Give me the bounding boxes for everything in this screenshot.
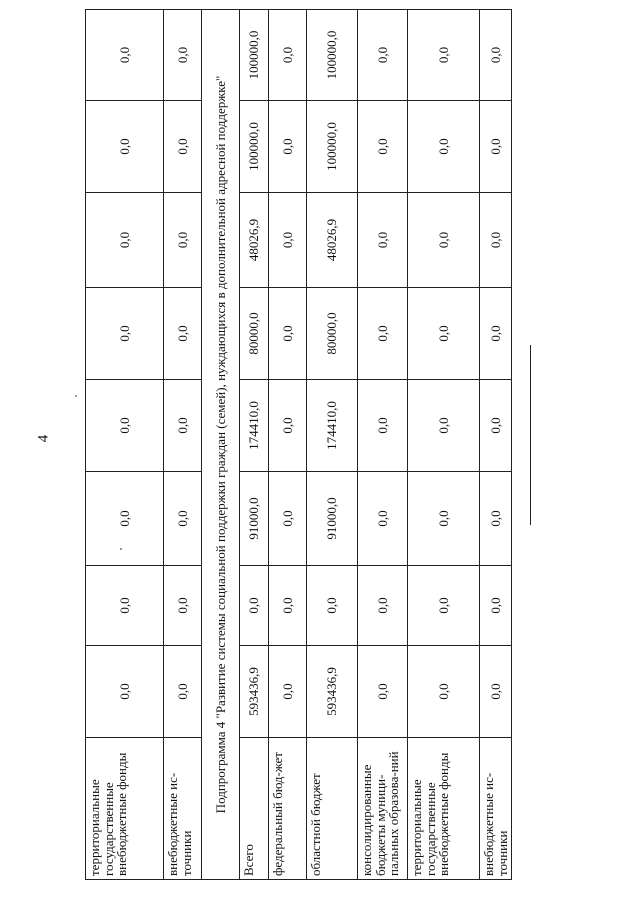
table-cell: 0,0 [408, 288, 480, 380]
table-cell: 0,0 [358, 101, 408, 193]
table-row [86, 10, 164, 880]
table-cell: 0,0 [269, 10, 307, 101]
table-cell: 0,0 [480, 472, 512, 566]
table-cell: 0,0 [164, 646, 202, 738]
table-cell: 0,0 [269, 193, 307, 288]
table-cell: 0,0 [480, 10, 512, 101]
table-cell: 48026,9 [307, 193, 358, 288]
row-label: консолидированные бюджеты муници-пальных образова-ний [358, 738, 408, 880]
row-label: Всего [240, 738, 269, 880]
table-cell: 0,0 [269, 472, 307, 566]
table-cell: 0,0 [86, 566, 164, 646]
table-cell: 0,0 [358, 646, 408, 738]
table-cell: 0,0 [358, 193, 408, 288]
table-cell: 80000,0 [240, 288, 269, 380]
table-cell: 100000,0 [240, 101, 269, 193]
row-label: федеральный бюд-жет [269, 738, 307, 880]
scan-speck [75, 395, 77, 397]
table-row [307, 10, 358, 880]
table-cell: 0,0 [480, 646, 512, 738]
row-label: внебюджетные ис-точники [164, 738, 202, 880]
page-number: 4 [35, 434, 52, 443]
table-cell: 48026,9 [240, 193, 269, 288]
table-cell: 0,0 [86, 288, 164, 380]
margin-rule [530, 345, 531, 525]
table-cell: 0,0 [408, 646, 480, 738]
table-cell: 91000,0 [307, 472, 358, 566]
table-cell: 0,0 [358, 288, 408, 380]
funding-table [85, 9, 512, 880]
table-cell: 0,0 [307, 566, 358, 646]
table-cell: 0,0 [86, 380, 164, 472]
table-cell: 0,0 [164, 472, 202, 566]
table-cell: 0,0 [164, 380, 202, 472]
table-cell: 0,0 [269, 288, 307, 380]
table-cell: 0,0 [86, 472, 164, 566]
table-cell: 0,0 [86, 10, 164, 101]
table-cell: 0,0 [408, 101, 480, 193]
row-label: территориальные государственные внебюджетные фонды [86, 738, 164, 880]
table-row [480, 10, 512, 880]
table-cell: 593436,9 [307, 646, 358, 738]
table-cell: 174410,0 [307, 380, 358, 472]
table-row [269, 10, 307, 880]
table-cell: 0,0 [269, 101, 307, 193]
subprogram-title: Подпрограмма 4 "Развитие системы социальной поддержки граждан (семей), нуждающихся в дополнительной адресной поддержке" [202, 10, 240, 880]
table-cell: 0,0 [240, 566, 269, 646]
table-cell: 0,0 [86, 193, 164, 288]
table-cell: 0,0 [164, 193, 202, 288]
table-cell: 0,0 [480, 380, 512, 472]
table-row [164, 10, 202, 880]
table-cell: 91000,0 [240, 472, 269, 566]
table-row [240, 10, 269, 880]
table-cell: 0,0 [480, 193, 512, 288]
table-cell: 0,0 [408, 193, 480, 288]
table-cell: 0,0 [269, 566, 307, 646]
row-label: внебюджетные ис-точники [480, 738, 512, 880]
table-cell: 0,0 [269, 646, 307, 738]
table-cell: 0,0 [408, 566, 480, 646]
table-cell: 0,0 [86, 101, 164, 193]
table-cell: 0,0 [358, 380, 408, 472]
table-cell: 174410,0 [240, 380, 269, 472]
table-cell: 100000,0 [307, 10, 358, 101]
table-cell: 80000,0 [307, 288, 358, 380]
table-cell: 0,0 [480, 288, 512, 380]
table-cell: 0,0 [269, 380, 307, 472]
row-label: территориальные государственные внебюджетные фонды [408, 738, 480, 880]
table-cell: 0,0 [480, 101, 512, 193]
table-cell: 0,0 [358, 472, 408, 566]
row-label: областной бюджет [307, 738, 358, 880]
table-cell: 0,0 [480, 566, 512, 646]
table-cell: 0,0 [164, 101, 202, 193]
table-row [408, 10, 480, 880]
table-cell: 100000,0 [307, 101, 358, 193]
table-cell: 100000,0 [240, 10, 269, 101]
table-cell: 0,0 [408, 472, 480, 566]
table-row [358, 10, 408, 880]
table-cell: 0,0 [164, 566, 202, 646]
table-cell: 0,0 [408, 380, 480, 472]
table-cell: 0,0 [86, 646, 164, 738]
table-cell: 593436,9 [240, 646, 269, 738]
subprogram-row [202, 10, 240, 880]
table-cell: 0,0 [358, 566, 408, 646]
table-cell: 0,0 [358, 10, 408, 101]
table-cell: 0,0 [164, 288, 202, 380]
table-cell: 0,0 [164, 10, 202, 101]
rotated-table-wrapper [85, 10, 510, 880]
table-cell: 0,0 [408, 10, 480, 101]
